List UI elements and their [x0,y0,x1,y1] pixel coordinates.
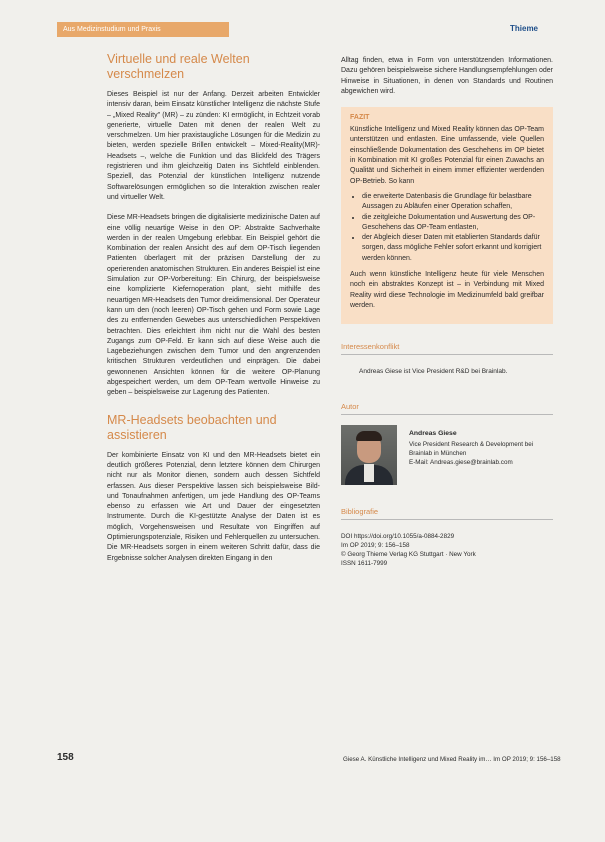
conclusion-intro: Künstliche Intelligenz und Mixed Reality können das OP-Team unterstützen und entlasten. Eine umfassende, viele Quellen einschließende Dokumentation des Geschehens im OP bietet in Kombination mit KI großes Potenzial für einen Zuwachs an Qualität und Sicherheit in einem immer effizienter werdenden OP-Betrieb. So kann [350,126,544,185]
running-header-bar: Aus Medizinstudium und Praxis [57,22,229,37]
conclusion-box [341,107,553,324]
interest-conflict-heading: Interessenkonflikt [341,342,553,355]
publisher-logo: Thieme [510,24,539,33]
citation-line: Im OP 2019; 9: 156–158 [341,542,410,550]
footer-citation: Giese A. Künstliche Intelligenz und Mixed Reality im… Im OP 2019; 9: 156–158 [343,756,561,763]
page-number: 158 [57,752,74,763]
paragraph: Diese MR-Headsets bringen die digitalisierte medizinische Daten auf eine völlig neuartige Weise in den OP: Abstrakte Sachverhalte werden in der realen Umgebung erlebbar. Ein Beispiel gehört die Kombination der realen Ansicht des auf dem OP-Tisch liegenden Patienten überlagert mit der präzisen Darstellung der zu operierenden anatomischen Strukturen. Ein anderes Beispiel ist eine Simulation zur OP-Vorbereitung: Ein Chirurg, der beispielsweise eine komplizierte Kiefernoperation plant, sieht mithilfe des neuartigen MR-Headsets den Tumor dreidimensional. Der Operateur kann um den (noch leeren) OP-Tisch gehen und Form sowie Lage des zu entfernenden Gewebes aus unterschiedlichen Perspektiven betrachten. Dies erleichtert ihm nicht nur die Wahl des besten Zugangs zum OP-Feld. Er kann sich auf diese Weise auch die Lagebeziehungen zwischen dem Tumor und den angrenzenden kritischen Strukturen verdeutlichen und einprägen. Die dabei gewonnenen Ansichten können für die weitere OP-Planung abgespeichert werden, um dem OP-Team wertvolle Hinweise zu geben – beispielsweise zur Lagerung des Patienten. [107,214,320,397]
author-name: Andreas Giese [409,430,457,438]
paragraph: Der kombinierte Einsatz von KI und den MR-Headsets bietet ein deutlich größeres Potenzial, denn letztere können dem Chirurgen nicht nur als Monitor dienen, sondern auch dessen Sichtfeld erfassen. Aus dieser Perspektive lassen sich beispielsweise Bild- und Tonaufnahmen anfertigen, um jede Handlung des OP-Teams ebenso zu erfassen wie Art und Dauer der eingesetzten Instrumente. Durch die KI-gestützte Analyse der Daten ist es möglich, Vorgehensweisen und Resultate von Eingriffen auf Optimierungspotenziale, Risiken und Fehlerquellen zu untersuchen. Die MR-Headsets sorgen in einem weiteren Schritt dafür, dass die Ergebnisse solcher Analysen direkten Eingang in den [107,451,320,562]
copyright-line: © Georg Thieme Verlag KG Stuttgart · New York [341,551,476,559]
paragraph: Alltag finden, etwa in Form von unterstützenden Informationen. Dazu gehören beispielsweise sichere Handlungsempfehlungen oder Hinweise in Situationen, in denen von Standards und Routinen abgewichen wird. [341,57,553,95]
author-heading: Autor [341,402,553,415]
author-box [341,425,553,485]
section-heading-virtual-real: Virtuelle und reale Welten verschmelzen [107,52,250,81]
author-position: Vice President Research & Development bei [409,441,534,449]
author-photo [341,425,397,485]
list-item: • der Abgleich dieser Daten mit etablierten Standards dafür sorgen, dass mögliche Fehler sofort erkannt und korrigiert werden können. [362,233,544,264]
issn-line: ISSN 1611-7999 [341,560,388,568]
author-info [409,425,533,485]
bibliography-heading: Bibliografie [341,507,553,520]
list-item: • die zeitgleiche Dokumentation und Auswertung des OP-Geschehens das OP-Team entlasten, [362,213,544,234]
conclusion-outro: Auch wenn künstliche Intelligenz heute für viele Menschen noch ein abstraktes Konzept ist – in Verbindung mit Mixed Reality wird diese Technologie im Medizinumfeld bald greifbar werden. [350,271,544,309]
paragraph: Dieses Beispiel ist nur der Anfang. Derzeit arbeiten Entwickler intensiv daran, beim Einsatz künstlicher Intelligenz die nächste Stufe – „Mixed Reality" (MR) – zu zünden: KI ermöglicht, in Echtzeit vorab generierte, virtuelle Daten mit denen der realen Welt zu verschmelzen. Um hier praxistaugliche Lösungen für die Medizin zu bieten, werden spezielle Brillen entwickelt – Mixed-Reality(MR)-Headsets –, welche die Funktion und das Blickfeld des Trägers registrieren und ihm gleichzeitig Daten ins Sichtfeld einblenden. Speziell, das Potenzial der künstlichen Intelligenz nutzende Softwarelösungen ermöglichen so die Interaktion zwischen realer und virtueller Welt. [107,91,320,201]
right-column [341,56,553,568]
interest-conflict-text: Andreas Giese ist Vice President R&D bei Brainlab. [359,368,508,376]
author-company: Brainlab in München [409,450,467,458]
bibliography [341,532,553,568]
list-item: • die erweiterte Datenbasis die Grundlage für belastbare Aussagen zu Abläufen einer Operation schaffen, [362,192,544,213]
conclusion-label: FAZIT [350,114,370,122]
conclusion-list [350,192,544,264]
left-column [107,52,320,574]
doi-link[interactable]: DOI https://doi.org/10.1055/a-0884-2829 [341,533,455,541]
author-email: E-Mail: Andreas.giese@brainlab.com [409,459,513,467]
section-heading-mr-headsets: MR-Headsets beobachten und assistieren [107,412,277,442]
